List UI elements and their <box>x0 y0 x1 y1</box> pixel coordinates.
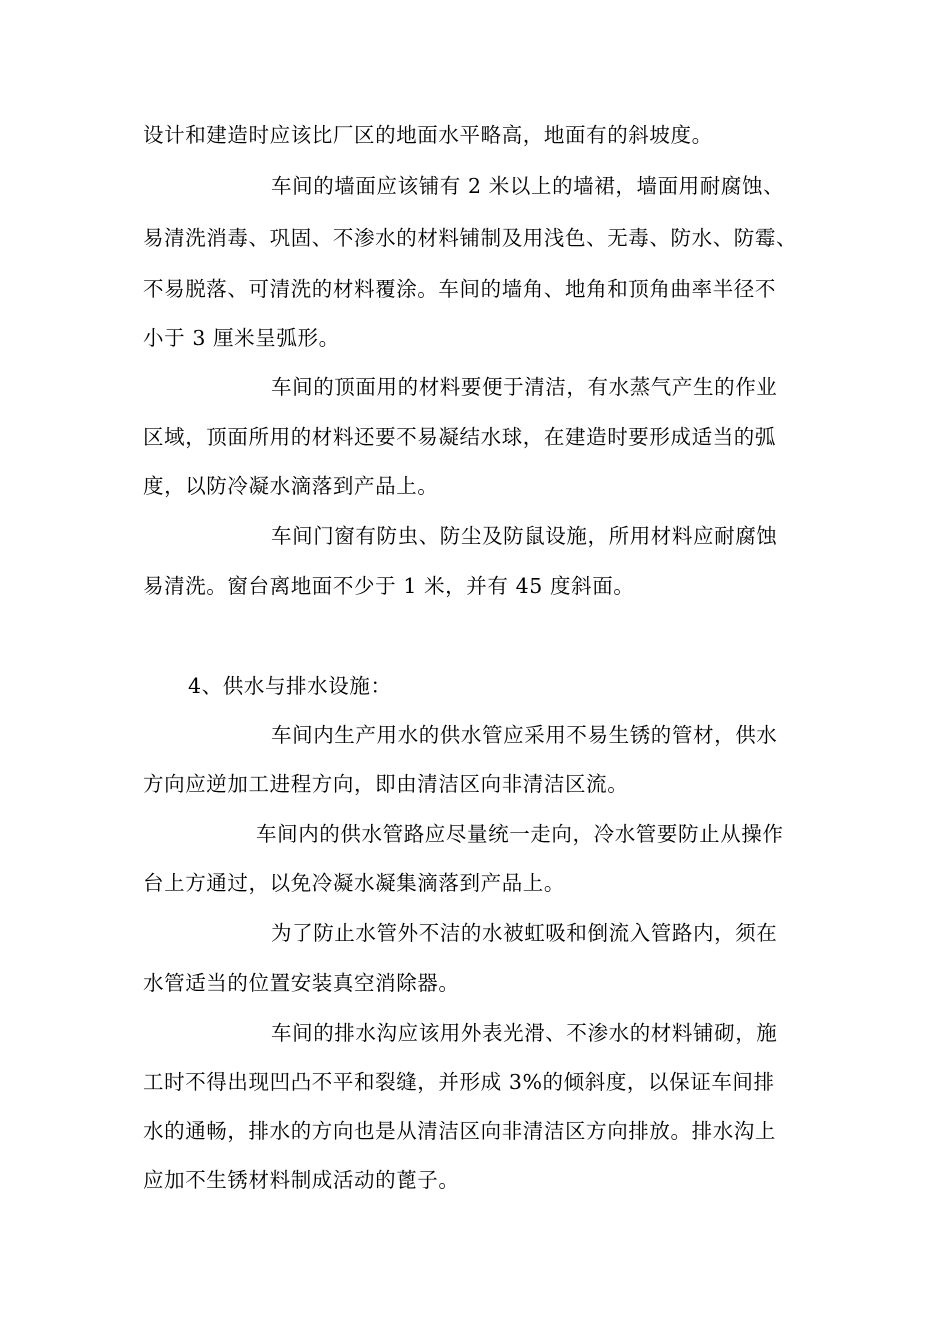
text-line: 台上方通过，以免冷凝水凝集滴落到产品上。 <box>143 871 565 895</box>
paragraph-first-line: 车间的墙面应该铺有 2 米以上的墙裙，墙面用耐腐蚀、 <box>271 174 785 198</box>
paragraph-first-line: 车间内生产用水的供水管应采用不易生锈的管材，供水 <box>271 723 778 747</box>
paragraph-first-line: 车间内的供水管路应尽量统一走向，冷水管要防止从操作 <box>256 822 784 846</box>
paragraph-first-line: 车间的顶面用的材料要便于清洁，有水蒸气产生的作业 <box>271 375 778 399</box>
text-line: 度，以防冷凝水滴落到产品上。 <box>143 474 439 498</box>
text-line: 水的通畅，排水的方向也是从清洁区向非清洁区方向排放。排水沟上 <box>143 1119 776 1143</box>
text-line: 小于 3 厘米呈弧形。 <box>143 326 340 350</box>
text-line: 易清洗消毒、巩固、不渗水的材料铺制及用浅色、无毒、防水、防霉、 <box>143 226 798 250</box>
text-line: 方向应逆加工进程方向，即由清洁区向非清洁区流。 <box>143 772 629 796</box>
paragraph-first-line: 为了防止水管外不洁的水被虹吸和倒流入管路内，须在 <box>271 921 778 945</box>
paragraph-first-line: 车间的排水沟应该用外表光滑、不渗水的材料铺砌，施 <box>271 1021 778 1045</box>
text-line: 水管适当的位置安装真空消除器。 <box>143 971 460 995</box>
text-line: 不易脱落、可清洗的材料覆涂。车间的墙角、地角和顶角曲率半径不 <box>143 277 776 301</box>
section-heading: 4、供水与排水设施： <box>188 674 392 698</box>
paragraph-first-line: 车间门窗有防虫、防尘及防鼠设施，所用材料应耐腐蚀 <box>271 524 778 548</box>
text-line: 易清洗。窗台离地面不少于 1 米，并有 45 度斜面。 <box>143 574 635 598</box>
text-line: 设计和建造时应该比厂区的地面水平略高，地面有的斜坡度。 <box>143 123 713 147</box>
text-line: 区域，顶面所用的材料还要不易凝结水球，在建造时要形成适当的弧 <box>143 425 776 449</box>
text-line: 应加不生锈材料制成活动的蓖子。 <box>143 1168 460 1192</box>
text-line: 工时不得出现凹凸不平和裂缝，并形成 3%的倾斜度，以保证车间排 <box>143 1070 775 1094</box>
